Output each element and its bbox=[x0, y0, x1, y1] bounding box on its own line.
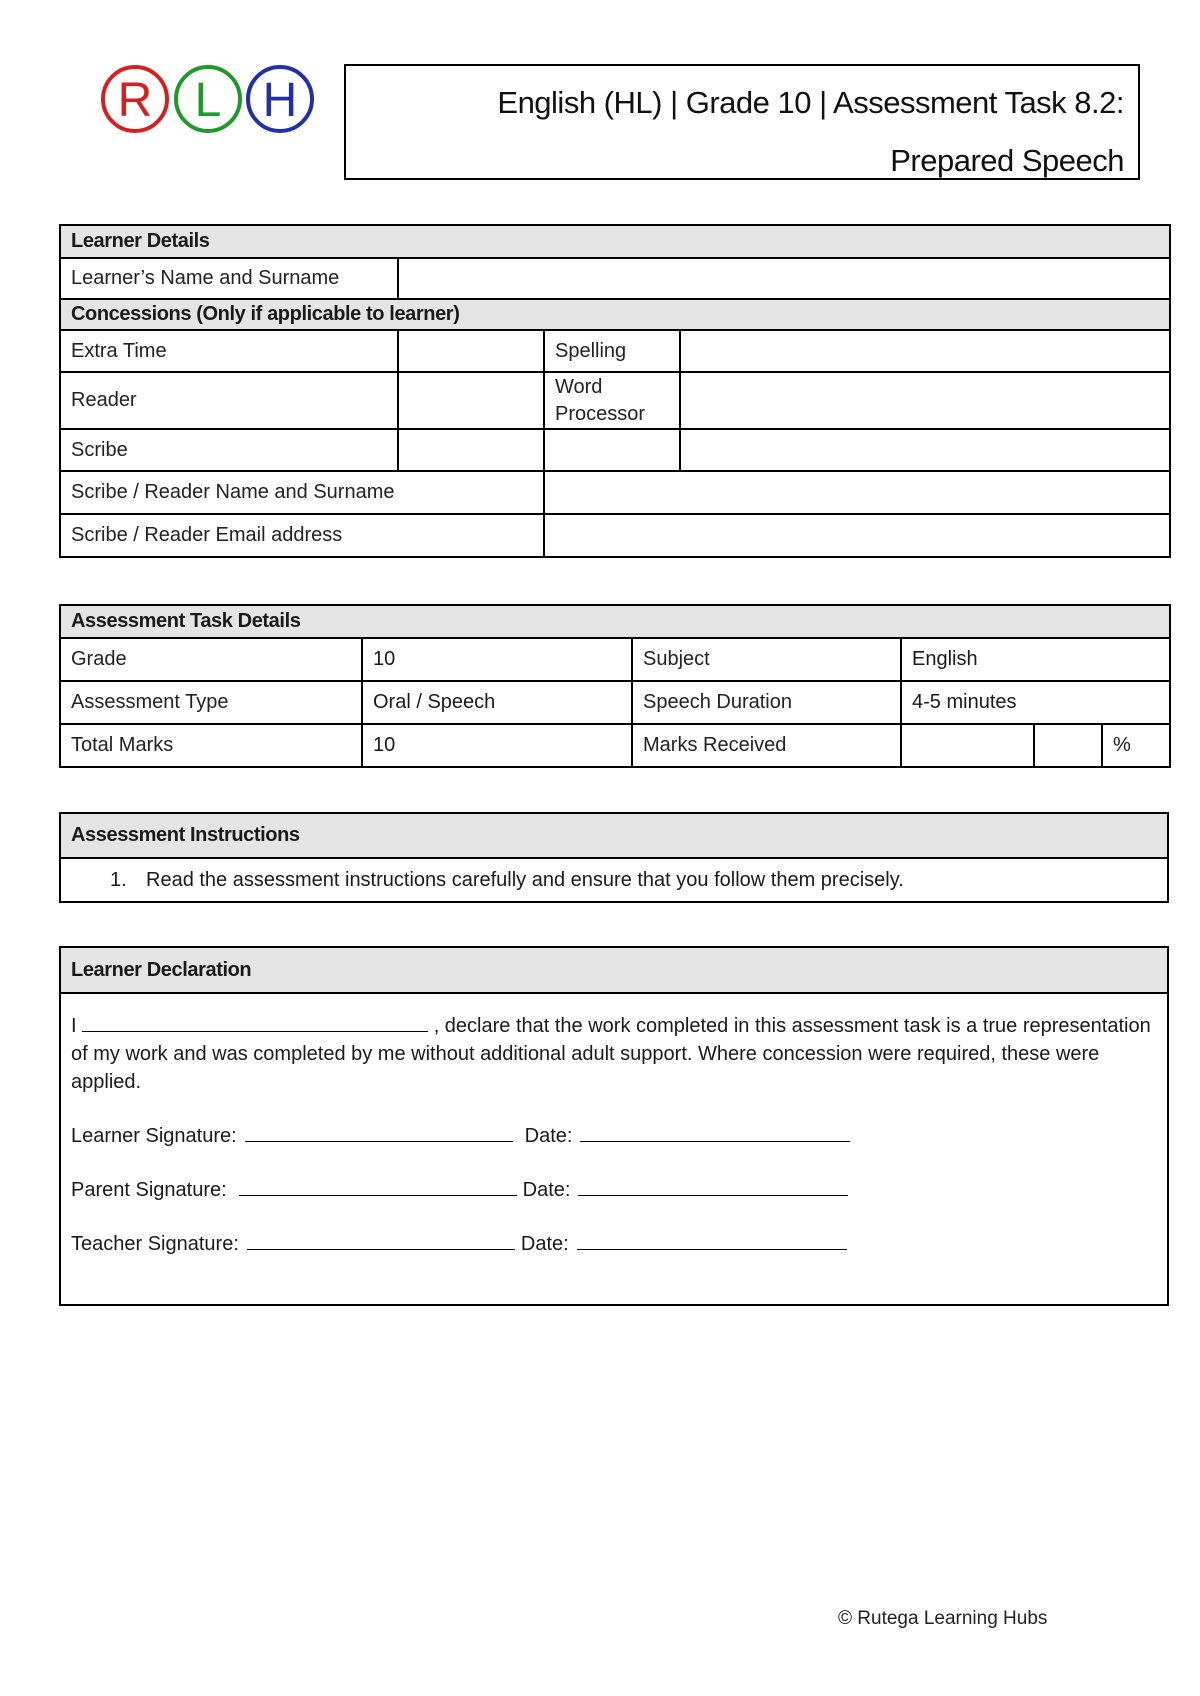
learner-name-field[interactable] bbox=[398, 258, 1170, 299]
parent-date-line[interactable] bbox=[578, 1176, 848, 1196]
rlh-logo bbox=[100, 62, 316, 136]
spelling-field[interactable] bbox=[680, 330, 1170, 372]
learner-details-table bbox=[59, 224, 1171, 558]
declaration-table bbox=[59, 946, 1169, 1306]
extra-time-field[interactable] bbox=[398, 330, 544, 372]
logo-letter-r: R bbox=[117, 74, 153, 127]
learner-signature-line[interactable] bbox=[245, 1122, 513, 1142]
speech-duration-label: Speech Duration bbox=[632, 681, 901, 724]
task-details-table bbox=[59, 604, 1171, 768]
grade-value: 10 bbox=[362, 638, 632, 681]
marks-received-label: Marks Received bbox=[632, 724, 901, 767]
speech-duration-value: 4-5 minutes bbox=[901, 681, 1170, 724]
teacher-signature-line[interactable] bbox=[247, 1230, 515, 1250]
instruction-number: 1. bbox=[110, 868, 127, 891]
learner-name-label: Learner’s Name and Surname bbox=[60, 258, 398, 299]
empty-cell bbox=[680, 429, 1170, 471]
reader-field[interactable] bbox=[398, 372, 544, 429]
instructions-header: Assessment Instructions bbox=[60, 813, 1168, 858]
task-details-header: Assessment Task Details bbox=[60, 605, 1170, 638]
empty-cell bbox=[544, 429, 680, 471]
marks-received-field[interactable] bbox=[901, 724, 1034, 767]
scribe-reader-email-label: Scribe / Reader Email address bbox=[60, 514, 544, 557]
teacher-signature-row bbox=[71, 1230, 1157, 1284]
declaration-paragraph bbox=[71, 1012, 1157, 1096]
learner-date-label: Date: bbox=[524, 1125, 573, 1147]
reader-label: Reader bbox=[60, 372, 398, 429]
logo-letter-h: H bbox=[262, 74, 298, 127]
grade-label: Grade bbox=[60, 638, 362, 681]
learner-date-line[interactable] bbox=[580, 1122, 850, 1142]
parent-date-label: Date: bbox=[522, 1179, 571, 1201]
instruction-item bbox=[60, 858, 1168, 902]
subject-value: English bbox=[901, 638, 1170, 681]
copyright-footer: © Rutega Learning Hubs bbox=[838, 1608, 1048, 1629]
total-marks-value: 10 bbox=[362, 724, 632, 767]
spelling-label: Spelling bbox=[544, 330, 680, 372]
extra-time-label: Extra Time bbox=[60, 330, 398, 372]
scribe-field[interactable] bbox=[398, 429, 544, 471]
teacher-date-label: Date: bbox=[520, 1233, 569, 1255]
instructions-table bbox=[59, 812, 1169, 903]
learner-details-header: Learner Details bbox=[60, 225, 1170, 258]
assessment-type-label: Assessment Type bbox=[60, 681, 362, 724]
learner-signature-label: Learner Signature: bbox=[71, 1125, 237, 1147]
word-processor-label bbox=[544, 372, 680, 429]
parent-signature-row bbox=[71, 1176, 1157, 1230]
title-line-2: Prepared Speech bbox=[890, 143, 1124, 178]
declaration-body bbox=[60, 993, 1168, 1305]
parent-signature-line[interactable] bbox=[239, 1176, 517, 1196]
logo-letter-l: L bbox=[194, 74, 222, 127]
title-box bbox=[344, 64, 1140, 180]
word-processor-label-line-1: Word bbox=[555, 375, 603, 398]
parent-signature-label: Parent Signature: bbox=[71, 1179, 227, 1201]
scribe-reader-email-field[interactable] bbox=[544, 514, 1170, 557]
subject-label: Subject bbox=[632, 638, 901, 681]
instruction-text: Read the assessment instructions carefully and ensure that you follow them precisely. bbox=[146, 868, 904, 891]
percent-sign: % bbox=[1102, 724, 1170, 767]
teacher-signature-label: Teacher Signature: bbox=[71, 1233, 239, 1255]
percentage-field[interactable] bbox=[1034, 724, 1102, 767]
word-processor-label-line-2: Processor bbox=[555, 402, 646, 425]
total-marks-label: Total Marks bbox=[60, 724, 362, 767]
declaration-header: Learner Declaration bbox=[60, 947, 1168, 993]
assessment-type-value: Oral / Speech bbox=[362, 681, 632, 724]
concessions-header: Concessions (Only if applicable to learner) bbox=[60, 299, 1170, 330]
scribe-reader-name-label: Scribe / Reader Name and Surname bbox=[60, 471, 544, 514]
declarant-name-line[interactable] bbox=[82, 1012, 428, 1032]
declaration-text: , declare that the work completed in this assessment task is a true representation of my work and was completed by me without additional adult support. Where concession were required, these were applied. bbox=[71, 1015, 1151, 1093]
title-line-1: English (HL) | Grade 10 | Assessment Task 8.2: bbox=[497, 85, 1124, 120]
scribe-label: Scribe bbox=[60, 429, 398, 471]
declaration-i: I bbox=[71, 1015, 77, 1037]
learner-signature-row bbox=[71, 1122, 1157, 1176]
word-processor-field[interactable] bbox=[680, 372, 1170, 429]
scribe-reader-name-field[interactable] bbox=[544, 471, 1170, 514]
teacher-date-line[interactable] bbox=[577, 1230, 847, 1250]
